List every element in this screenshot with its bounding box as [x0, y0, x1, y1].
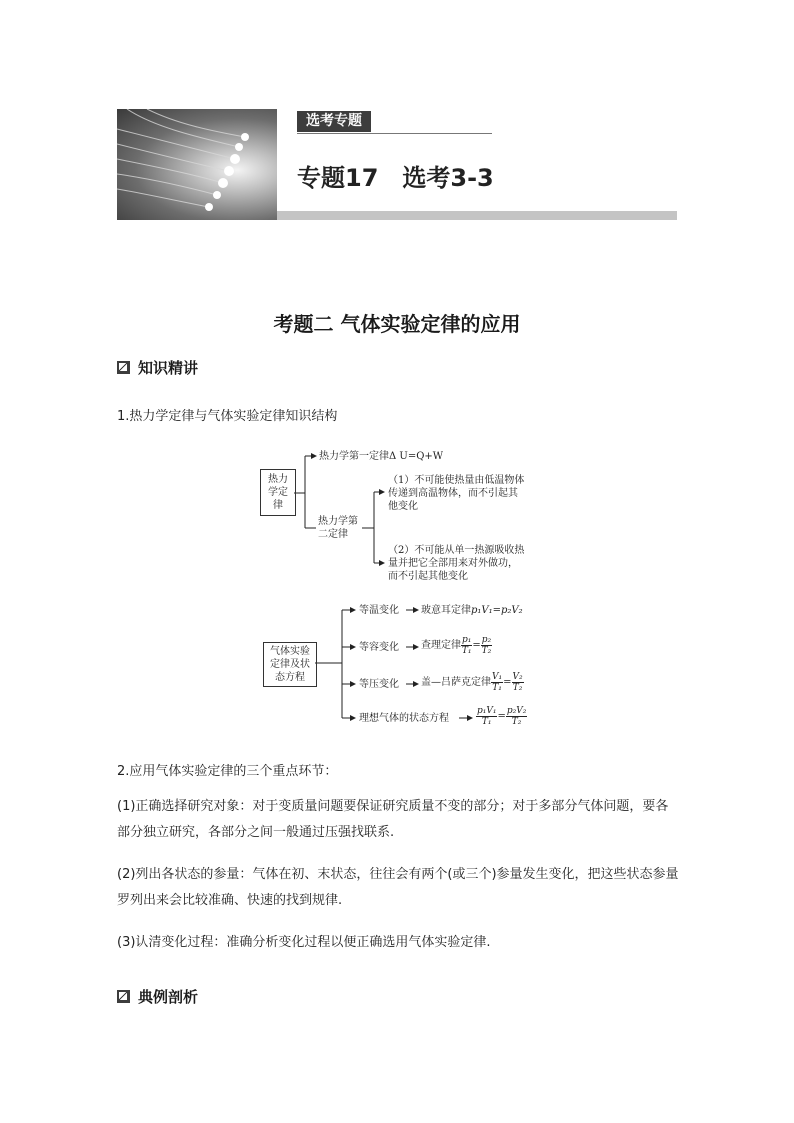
fraction-numerator: V₂	[512, 672, 523, 682]
statement-line: 量并把它全部用来对外做功，	[388, 558, 518, 569]
section-marker-icon	[117, 990, 130, 1003]
second-law-statement-2	[388, 544, 524, 583]
fraction-denominator: T₂	[481, 646, 492, 656]
fraction-denominator: T₂	[512, 683, 523, 693]
law-name: 玻意耳定律	[421, 605, 471, 616]
law-name: 查理定律	[421, 640, 461, 651]
statement-line: 他变化	[388, 501, 418, 512]
boyle-law-label	[421, 604, 523, 617]
formula-fraction	[461, 635, 472, 656]
diagram2-root-box	[263, 642, 317, 687]
fraction-numerator: p₁V₁	[477, 706, 497, 716]
isochoric-change-label: 等容变化	[359, 642, 399, 653]
second-law-label	[318, 515, 358, 541]
diagram1-root-line: 律	[273, 500, 283, 511]
charles-law-label: 查理定律 $\frac{\text{p₁}}{\text{T₁}}$ = $\frac{\text{p₂}}{\text{T₂}}$	[421, 635, 492, 656]
formula-fraction	[476, 706, 497, 727]
diagram2-root-line: 态方程	[275, 672, 305, 683]
section-heading-label: 典例剖析	[138, 988, 199, 1006]
topic-title: 考题二 气体实验定律的应用	[273, 312, 521, 336]
fraction-denominator: T₁	[461, 646, 472, 656]
diagram2-root-line: 气体实验	[270, 646, 310, 657]
item1-heading: 1.热力学定律与气体实验定律知识结构	[117, 409, 338, 424]
ideal-gas-equation-label: 理想气体的状态方程	[359, 713, 449, 724]
statement-line: （2）不可能从单一热源吸收热	[388, 545, 525, 556]
diagram2-root-line: 定律及状	[270, 659, 310, 670]
diagram1-root-box	[260, 469, 296, 516]
diagram1-root-line: 学定	[268, 487, 288, 498]
section-heading-label: 知识精讲	[138, 359, 199, 377]
statement-line: 传递到高温物体，而不引起其	[388, 488, 518, 499]
gay-lussac-law-label: 盖—吕萨克定律 $\frac{\text{V₁}}{\text{T₁}}$ = $\frac{\text{V₂}}{\text{T₂}}$	[421, 672, 523, 693]
formula-fraction	[506, 706, 527, 727]
fraction-numerator: p₂	[481, 635, 492, 645]
item2-heading: 2.应用气体实验定律的三个重点环节：	[117, 764, 338, 779]
point-2: (2)列出各状态的参量：气体在初、末状态，往往会有两个(或三个)参量发生变化，把这些状态参量罗列出来会比较准确、快速的找到规律.	[117, 867, 679, 908]
second-law-line: 二定律	[318, 529, 348, 540]
diagram1-root-line: 热力	[268, 474, 288, 485]
formula-fraction	[481, 635, 492, 656]
second-law-line: 热力学第	[318, 516, 358, 527]
second-law-statement-1	[388, 474, 524, 513]
ideal-gas-formula: $\frac{\text{p₁V₁}}{\text{T₁}}$ = $\frac{\text{p₂V₂}}{\text{T₂}}$	[477, 706, 527, 727]
point-1: (1)正确选择研究对象：对于变质量问题要保证研究质量不变的部分；对于多部分气体问题，要各部分独立研究，各部分之间一般通过压强找联系.	[117, 799, 669, 840]
fraction-numerator: p₁	[462, 635, 472, 645]
isothermal-change-label: 等温变化	[359, 605, 399, 616]
formula-fraction	[491, 672, 503, 693]
fraction-numerator: p₂V₂	[506, 706, 527, 716]
banner-title: 专题17 选考3-3	[297, 164, 494, 192]
fraction-numerator: V₁	[492, 672, 503, 682]
formula-fraction	[512, 672, 524, 693]
section-heading-examples	[117, 986, 198, 1007]
point-3: (3)认清变化过程：准确分析变化过程以便正确选用气体实验定律.	[117, 935, 491, 950]
fraction-denominator: T₁	[492, 683, 502, 693]
fraction-denominator: T₂	[511, 717, 522, 727]
banner-tag: 选考专题	[297, 111, 371, 132]
isobaric-change-label: 等压变化	[359, 679, 399, 690]
law-formula: p₁V₁=p₂V₂	[471, 605, 523, 616]
statement-line: （1）不可能使热量由低温物体	[388, 475, 525, 486]
law-name: 盖—吕萨克定律	[421, 677, 491, 688]
fraction-denominator: T₁	[481, 717, 492, 727]
statement-line: 而不引起其他变化	[388, 571, 468, 582]
first-law-label: 热力学第一定律Δ U=Q+W	[319, 451, 444, 462]
